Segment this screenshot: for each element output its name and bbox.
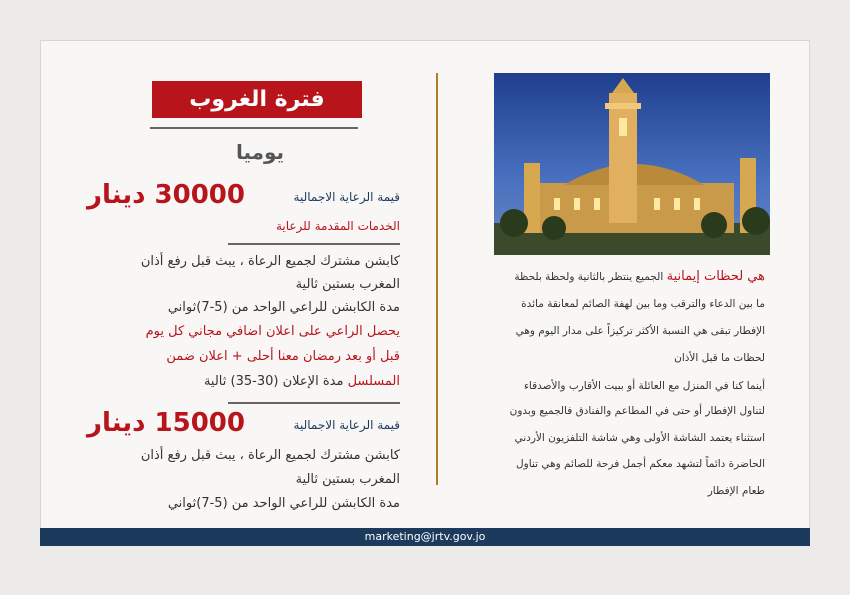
- bonus-line: المسلسل: [347, 374, 400, 389]
- frequency: يوميا: [235, 140, 285, 164]
- description-line: لتناول الإفطار أو حتى في المطاعم والفنادق فالجميع وبدون: [509, 405, 765, 417]
- page-title: فترة الغروب: [152, 81, 362, 118]
- description-line: استثناء يعتمد الشاشة الأولى وهي شاشة التلفزيون الأردني: [514, 432, 765, 444]
- service-line: كابشن مشترك لجميع الرعاة ، يبث قبل رفع أذان: [140, 254, 400, 269]
- mosque-photo: [494, 73, 770, 255]
- description-highlight: هي لحظات إيمانية: [666, 269, 765, 284]
- description-line: أينما كنا في المنزل مع العائلة أو ببيت الأقارب والأصدقاء: [523, 380, 765, 392]
- bonus-line: قبل أو بعد رمضان معنا أحلى + اعلان ضمن: [166, 349, 400, 364]
- divider: [228, 243, 400, 245]
- contact-email[interactable]: marketing@jrtv.gov.jo: [364, 530, 486, 543]
- divider: [150, 127, 358, 129]
- description-line: لحظات ما قبل الأذان: [674, 352, 765, 364]
- ad-duration: مدة الإعلان (30-35) ثالية: [203, 374, 344, 389]
- services-heading: الخدمات المقدمة للرعاية: [275, 219, 400, 233]
- package2-price: 15000 دينار: [87, 408, 245, 438]
- service-line: مدة الكابشن للراعي الواحد من (5-7)ثواني: [167, 496, 400, 511]
- vertical-divider: [436, 73, 438, 485]
- footer-bar: [40, 528, 810, 546]
- service-line: المغرب بستين ثالية: [295, 472, 400, 487]
- description-line: ما بين الدعاء والترقب وما بين لهفة الصائم لمعانقة مائدة: [521, 298, 765, 310]
- service-line: المغرب بستين ثالية: [295, 277, 400, 292]
- description-line: الحاضرة دائماً لتشهد معكم أجمل فرحة للصائم وهي تناول: [516, 458, 765, 470]
- description-line: طعام الإفطار: [707, 485, 765, 497]
- description-line: الجميع ينتظر بالثانية ولحظة بلحظة: [514, 271, 664, 283]
- package1-label: قيمة الرعاية الاجمالية: [293, 190, 400, 204]
- service-line: كابشن مشترك لجميع الرعاة ، يبث قبل رفع أذان: [140, 448, 400, 463]
- description-line: الإفطار تبقى هي النسبة الأكثر تركيزاً على مدار اليوم وهي: [515, 325, 765, 337]
- service-line: مدة الكابشن للراعي الواحد من (5-7)ثواني: [167, 300, 400, 315]
- bonus-line: يحصل الراعي على اعلان اضافي مجاني كل يوم: [145, 324, 400, 339]
- package2-label: قيمة الرعاية الاجمالية: [293, 418, 400, 432]
- package1-price: 30000 دينار: [87, 180, 245, 210]
- divider: [228, 402, 400, 404]
